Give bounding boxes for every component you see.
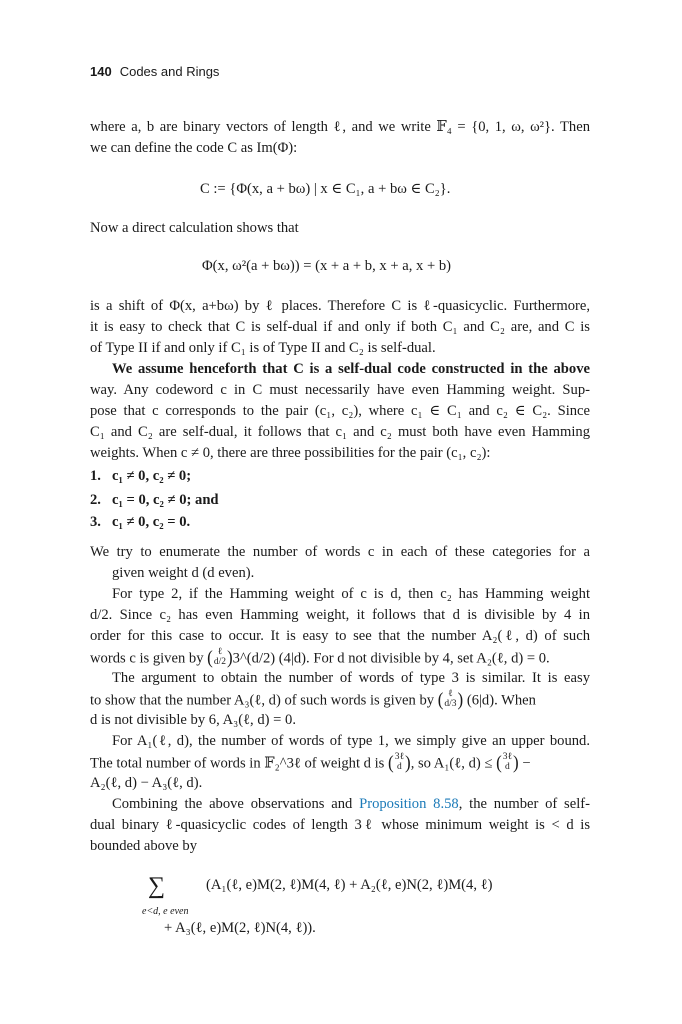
binom-top: ℓ (448, 689, 453, 699)
case-number: 3. (90, 514, 101, 530)
type1-line-3: A₂(ℓ, d) − A₃(ℓ, d). (90, 775, 203, 791)
case-item-3 (90, 514, 190, 531)
assumption-line-3: C₁ and C₂ are self-dual, it follows that c₁ and c₂ must both have even Hamming (90, 424, 590, 440)
binom-top: 3ℓ (502, 752, 513, 762)
case-text: c₁ ≠ 0, c₂ ≠ 0; (112, 468, 192, 484)
combine-line-2: dual binary ℓ-quasicyclic codes of length 3ℓ whose minimum weight is < d is (90, 817, 590, 833)
calculation-lead: Now a direct calculation shows that (90, 220, 299, 236)
shift-paragraph-line-2: it is easy to check that C is self-dual if and only if both C₁ and C₂ are, and C is (90, 319, 590, 335)
bound-formula-line-1: (A₁(ℓ, e)M(2, ℓ)M(4, ℓ) + A₂(ℓ, e)N(2, ℓ)M(4, ℓ) (206, 877, 493, 893)
summation-symbol: ∑ (148, 873, 166, 899)
combine-line-1 (90, 794, 590, 815)
enumerate-line-2: given weight d (d even). (112, 565, 255, 581)
binom-top: ℓ (217, 647, 223, 657)
proposition-link[interactable]: Proposition 8.58 (359, 796, 459, 812)
type2-line-1: For type 2, if the Hamming weight of c is d, then c₂ has Hamming weight (112, 586, 590, 602)
summation-subscript: e<d, e even (142, 906, 189, 917)
binom-bottom: d (396, 762, 402, 772)
combine-text-before-link: Combining the above observations and (112, 796, 353, 812)
type1-line-1: For A₁(ℓ, d), the number of words of type 1, we simply give an upper bound. (112, 733, 590, 749)
combine-line-3: bounded above by (90, 838, 197, 854)
assumption-bold-lead: We assume henceforth that C is a self-dual code constructed in the above (112, 361, 590, 377)
shift-paragraph-line-1: is a shift of Φ(x, a+bω) by ℓ places. Therefore C is ℓ-quasicyclic. Furthermore, (90, 298, 590, 314)
running-title: Codes and Rings (119, 64, 220, 79)
enumerate-line-1: We try to enumerate the number of words c in each of these categories for a (90, 544, 590, 560)
running-header (90, 64, 219, 79)
combine-text-after-link: , the number of self- (458, 796, 590, 812)
binom-bottom: d (505, 762, 510, 772)
type1-text-b: , so A₁(ℓ, d) ≤ (410, 755, 493, 772)
type1-text-c: − (522, 755, 531, 772)
intro-line-2: we can define the code C as Im(Φ): (90, 140, 298, 156)
type2-line-4 (90, 647, 590, 670)
bound-formula-line-2: + A₃(ℓ, e)M(2, ℓ)N(4, ℓ)). (164, 920, 316, 936)
intro-line-1: where a, b are binary vectors of length ℓ, and we write 𝔽₄ = {0, 1, ω, ω²}. Then (90, 119, 590, 135)
assumption-line-2: pose that c corresponds to the pair (c₁, c₂), where c₁ ∈ C₁ and c₂ ∈ C₂. Since (90, 403, 590, 419)
assumption-line-4: weights. When c ≠ 0, there are three possibilities for the pair (c₁, c₂): (90, 445, 491, 461)
type3-line-1: The argument to obtain the number of words of type 3 is similar. It is easy (112, 670, 590, 686)
case-text: c₁ = 0, c₂ ≠ 0; and (112, 492, 219, 508)
case-item-2 (90, 492, 219, 509)
type3-line-2 (90, 689, 590, 712)
assumption-line-1: way. Any codeword c in C must necessarily have even Hamming weight. Sup- (90, 382, 590, 398)
type2-line-2: d/2. Since c₂ has even Hamming weight, it follows that d is divisible by 4 in (90, 607, 590, 623)
type3-text-before-binom: to show that the number A₃(ℓ, d) of such words is given by (90, 692, 435, 709)
binom-bottom: d/3 (444, 699, 457, 709)
case-number: 2. (90, 492, 101, 508)
type3-text-after-binom: (6|d). When (466, 692, 536, 709)
type3-line-3: d is not divisible by 6, A₃(ℓ, d) = 0. (90, 712, 296, 728)
binomial-ell-choose-d-third: ( ℓ d/3 ) (437, 688, 464, 710)
case-number: 1. (90, 468, 101, 484)
type2-line-3: order for this case to occur. It is easy to see that the number A₂(ℓ, d) of such (90, 628, 590, 644)
shift-equation: Φ(x, ω²(a + bω)) = (x + a + b, x + a, x + b) (202, 258, 451, 274)
case-text: c₁ ≠ 0, c₂ = 0. (112, 514, 191, 530)
binom-bottom: d/2 (213, 657, 226, 667)
case-item-1 (90, 468, 191, 485)
binomial-ell-choose-d-half: ( ℓ d/2 ) (207, 646, 233, 668)
type1-text-a: The total number of words in 𝔽₂^3ℓ of weight d is (90, 755, 385, 772)
code-definition-equation: C := {Φ(x, a + bω) | x ∈ C₁, a + bω ∈ C₂}. (200, 181, 451, 197)
shift-paragraph-line-3: of Type II if and only if C₁ is of Type II and C₂ is self-dual. (90, 340, 436, 356)
type1-line-2 (90, 752, 590, 775)
type2-text-before-binom: words c is given by (90, 650, 204, 667)
binomial-3ell-choose-d: ( 3ℓ d ) (388, 751, 411, 773)
page-number: 140 (90, 64, 112, 79)
binom-top: 3ℓ (394, 752, 405, 762)
binomial-3ell-choose-d-bound: ( 3ℓ d ) (496, 751, 519, 773)
type2-text-after-binom: 3^(d/2) (4|d). For d not divisible by 4, set A₂(ℓ, d) = 0. (232, 650, 550, 667)
